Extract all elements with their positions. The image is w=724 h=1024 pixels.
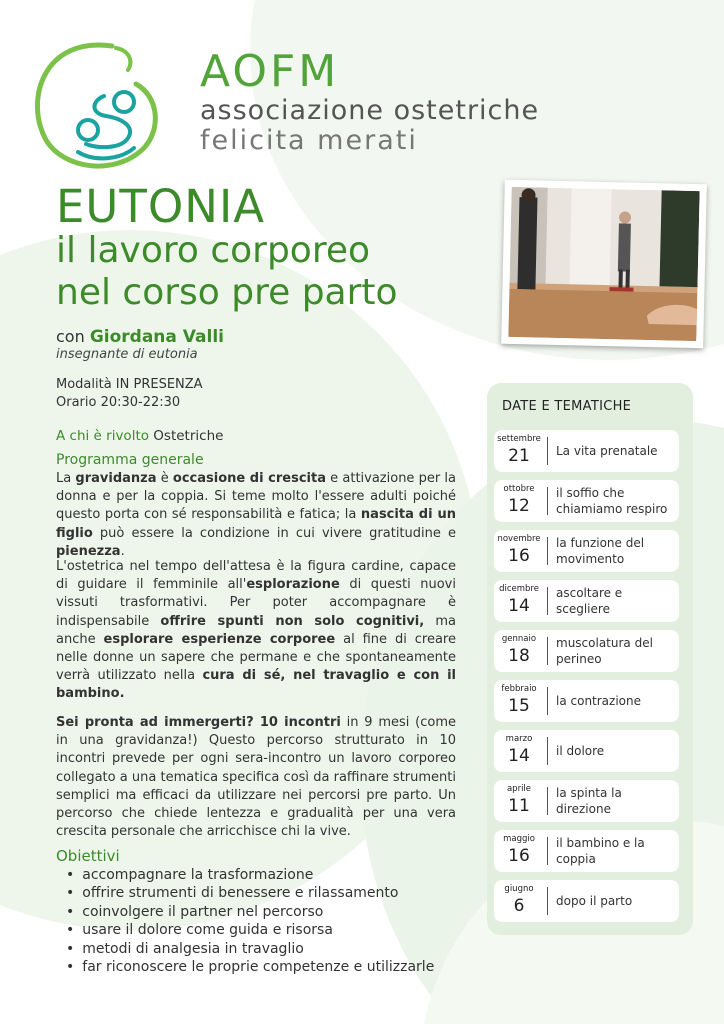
list-item: • coinvolgere il partner nel percorso [66,903,434,921]
date-topic: dopo il parto [556,894,633,908]
date-topic: la contrazione [556,694,642,708]
date-day: 16 [508,546,530,566]
date-month: novembre [497,534,541,544]
aofm-logo-icon [24,30,164,178]
page-title: EUTONIA [56,180,265,233]
date-day: 11 [508,796,530,816]
date-card [494,680,679,722]
date-card [494,580,679,622]
audience-value: Ostetriche [153,428,224,444]
date-card [494,730,679,772]
list-item: • far riconoscere le proprie competenze e utilizzarle [66,958,434,976]
divider [547,437,548,465]
date-card [494,480,679,522]
class-photo [501,180,707,349]
date-month: giugno [504,884,534,894]
objectives-list [66,866,434,976]
date-day: 15 [508,696,530,716]
teacher-prefix: con [56,327,90,346]
list-item: • accompagnare la trasformazione [66,866,434,884]
divider [547,837,548,865]
date-month: ottobre [503,484,535,494]
date-topic: ascoltare e scegliere [556,586,623,616]
divider [547,587,548,615]
date-day: 14 [508,596,530,616]
list-item: • offrire strumenti di benessere e rilassamento [66,884,434,902]
date-day: 14 [508,746,530,766]
list-item: • metodi di analgesia in travaglio [66,940,434,958]
date-month: dicembre [499,584,539,594]
dates-heading: DATE E TEMATICHE [502,399,632,414]
list-item: • usare il dolore come guida e risorsa [66,921,434,939]
schedule-text: Orario 20:30-22:30 [56,395,181,410]
date-month: febbraio [501,684,537,694]
date-topic: la funzione del movimento [556,536,645,566]
audience-label: A chi è rivolto [56,428,154,444]
program-heading: Programma generale [56,452,204,468]
date-card [494,780,679,822]
modality-text: Modalità IN PRESENZA [56,377,203,392]
program-paragraph-3: Sei pronta ad immergerti? 10 incontri in 9 mesi (come in una gravidanza!) Questo percorso strutturato in 10 incontri prevede per ogni sera-incontro un lavoro corporeo collegato a una tematica specifica così da raffinare strumenti semplici ma efficaci da utilizzare nei percorsi pre parto. Un percorso che chiede lentezza e gradualità per una vera crescita personale che arricchisce chi la vive. [56,715,456,840]
divider [547,787,548,815]
date-topic: il soffio che chiamiamo respiro [556,486,668,516]
date-month: marzo [505,734,533,744]
dates-panel [487,383,693,935]
date-topic: La vita prenatale [556,444,658,458]
divider [547,537,548,565]
date-topic: il bambino e la coppia [556,836,645,866]
date-day: 6 [513,896,525,916]
date-month: gennaio [501,634,537,644]
teacher [56,327,224,347]
audience [56,428,223,444]
teacher-name: Giordana Valli [89,327,224,347]
teacher-role: insegnante di eutonia [56,347,198,362]
date-topic: il dolore [556,744,605,758]
date-topic: muscolatura del perineo [556,636,653,666]
date-day: 12 [508,496,530,516]
date-month: maggio [503,834,535,844]
page-subtitle-line-2: nel corso pre parto [56,272,398,313]
date-day: 18 [508,646,530,666]
course-mode [56,376,203,412]
date-month: aprile [506,784,532,794]
brand-acronym: AOFM [200,46,340,97]
date-card [494,880,679,922]
date-day: 21 [508,446,530,466]
date-card [494,630,679,672]
date-card [494,530,679,572]
divider [547,637,548,665]
divider [547,687,548,715]
date-day: 16 [508,846,530,866]
page-subtitle-line-1: il lavoro corporeo [56,230,370,271]
date-card [494,430,679,472]
brand-line-2: felicita merati [200,125,418,156]
date-topic: la spinta la direzione [556,786,622,816]
objectives-heading: Obiettivi [56,847,120,865]
program-paragraph-2: L'ostetrica nel tempo dell'attesa è la figura cardine, capace di guidare il femminile all'esplorazione di questi nuovi vissuti trasformativi. Per poter accompagnare è indispensabile offrire spunti non solo cognitivi, ma anche esplorare esperienze corporee al fine di creare nelle donne un sapere che permane e che spontaneamente verrà utilizzato nella cura di sé, nel travaglio e con il bambino. [56,559,457,702]
brand-line-1: associazione ostetriche [200,95,540,126]
date-card [494,830,679,872]
date-month: settembre [497,434,541,444]
divider [547,737,548,765]
program-paragraph-1: La gravidanza è occasione di crescita e attivazione per la donna e per la coppia. Si teme molto l'essere adulti poiché questo porta con sé responsabilità e fatica; la nascita di un figlio può essere la condizione in cui vivere gratitudine e pienezza. [56,471,457,559]
divider [547,887,548,915]
divider [547,487,548,515]
